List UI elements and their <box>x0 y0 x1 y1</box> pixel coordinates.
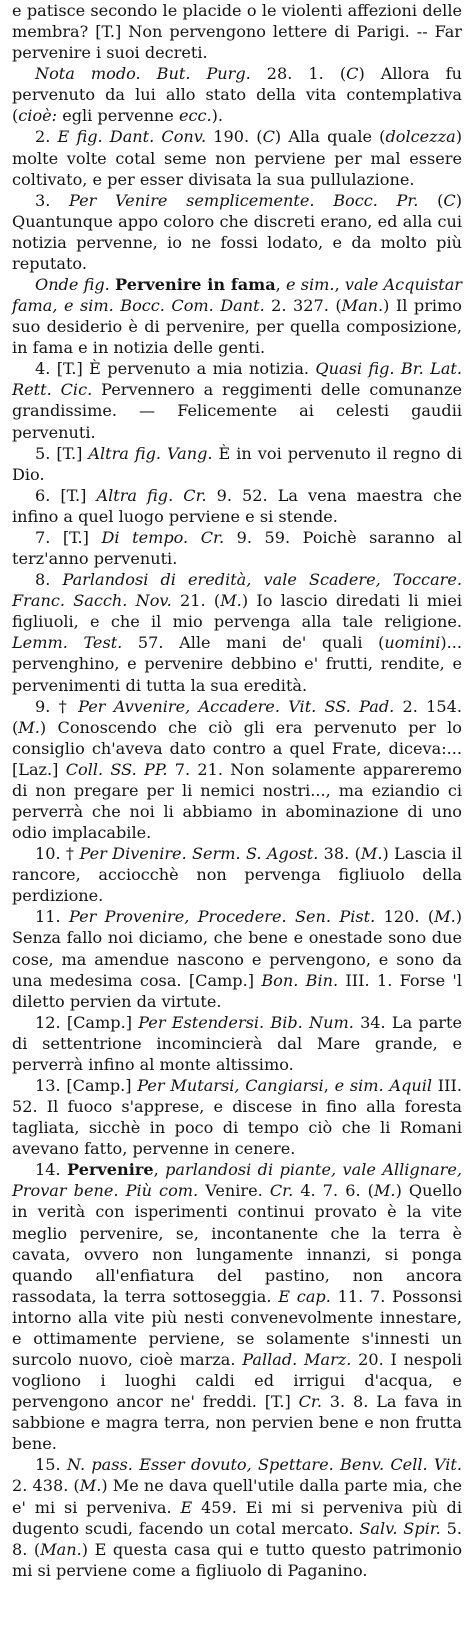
entry-s14: 14. Pervenire, parlandosi di piante, vale Allignare, Provar bene. Più com. Venire. Cr. 4. 7. 6. (M.) Quello in verità con isperimenti continui provato è la vite meglio pervenire, se, incontanente che la terra è cavata, ovvero non lungamente innanzi, si ponga quando all'enfiatura del pastino, non ancora rassodata, la terra sottoseggia. E cap. 11. 7. Possonsi intorno alla vite più nesti convenevolmente innestare, e ottimamente perviene, se solamente s'innesti un surcolo nuovo, cioè marza. Pallad. Marz. 20. I nespoli vogliono i luoghi caldi ed irrigui d'acqua, e pervengono ancor ne' freddi. [T.] Cr. 3. 8. La fava in sabbione e magra terra, non pervien bene e non frutta bene. <box>12 1160 463 1454</box>
entry-s7: 7. [T.] Di tempo. Cr. 9. 59. Poichè saranno al terz'anno pervenuti. <box>12 527 462 569</box>
entry-s12: 12. [Camp.] Per Estendersi. Bib. Num. 34. La parte di settentrione incomincierà dal Mare grande, e perverrà infino al monte altissimo. <box>12 1012 462 1074</box>
entry-cont: e patisce secondo le placide o le violenti affezioni delle membra? [T.] Non pervengono lettere di Parigi. -- Far pervenire i suoi decreti. <box>12 1 462 63</box>
entry-s9: 9. † Per Avvenire, Accadere. Vit. SS. Pad. 2. 154. (M.) Conoscendo che ciò gli era pervenuto per lo consiglio ch'aveva dato contro a quel Frate, diceva:... [Laz.] Coll. SS. PP. 7. 21. Non solamente appareremo di non pregare per li nemici nostri..., ma eziandio ci perverrà che noi li abbiamo in abominazione di uno odio implacabile. <box>12 696 463 843</box>
entry-s2: 2. E fig. Dant. Conv. 190. (C) Alla quale (dolcezza) molte volte cotal seme non perviene per mal essere coltivato, e per esser divisata la sua pullulazione. <box>12 127 462 189</box>
entry-nota: Nota modo. But. Purg. 28. 1. (C) Allora fu pervenuto da lui allo stato della vita contemplativa (cioè: egli pervenne ecc.). <box>12 64 462 126</box>
entry-s3: 3. Per Venire semplicemente. Bocc. Pr. (C) Quantunque appo coloro che discreti erano, ed alla cui notizia pervenne, io ne fossi lodato, e da molto più reputato. <box>12 190 462 273</box>
entry-s11: 11. Per Provenire, Procedere. Sen. Pist. 120. (M.) Senza fallo noi diciamo, che bene e onestade sono due cose, ma amendue nascono e pervengono, e sono da una medesima cosa. [Camp.] Bon. Bin. III. 1. Forse 'l diletto pervien da virtute. <box>12 907 463 1011</box>
entry-s4: 4. [T.] È pervenuto a mia notizia. Quasi fig. Br. Lat. Rett. Cic. Pervennero a reggimenti delle comunanze grandissime. — Felicemente ai celesti gaudii pervenuti. <box>12 359 462 442</box>
entry-onde: Onde fig. Pervenire in fama, e sim., vale Acquistar fama, e sim. Bocc. Com. Dant. 2. 327. (Man.) Il primo suo desiderio è di pervenire, per quella composizione, in fama e in notizia delle genti. <box>12 275 462 358</box>
entry-s6: 6. [T.] Altra fig. Cr. 9. 52. La vena maestra che infino a quel luogo perviene e si stende. <box>12 485 462 526</box>
entry-s15: 15. N. pass. Esser dovuto, Spettare. Benv. Cell. Vit. 2. 438. (M.) Me ne dava quell'utile dalla parte mia, che e' mi si perveniva. E 459. Ei mi si perveniva più di dugento scudi, facendo un cotal mercato. Salv. Spir. 5. 8. (Man.) E questa casa qui e tutto questo patrimonio mi si perviene come a figliuolo di Paganino. <box>12 1455 463 1580</box>
entry-s8: 8. Parlandosi di eredità, vale Scadere, Toccare. Franc. Sacch. Nov. 21. (M.) Io lascio diredati li miei figliuoli, e che il mio pervenga alla tale religione. Lemm. Test. 57. Alle mani de' quali (uomini)... pervenghino, e pervenire debbino e' frutti, rendite, e pervenimenti di tutta la sua eredità. <box>12 570 462 695</box>
entry-s10: 10. † Per Divenire. Serm. S. Agost. 38. (M.) Lascia il rancore, acciocchè non pervenga figliuolo della perdizione. <box>12 844 462 906</box>
entry-s13: 13. [Camp.] Per Mutarsi, Cangiarsi, e sim. Aquil III. 52. Il fuoco s'apprese, e discese in fino alla foresta tagliata, sicchè in poco di tempo ciò che li Romani avevano fatto, pervenne in cenere. <box>12 1075 462 1159</box>
entry-s5: 5. [T.] Altra fig. Vang. È in voi pervenuto il regno di Dio. <box>12 443 462 484</box>
